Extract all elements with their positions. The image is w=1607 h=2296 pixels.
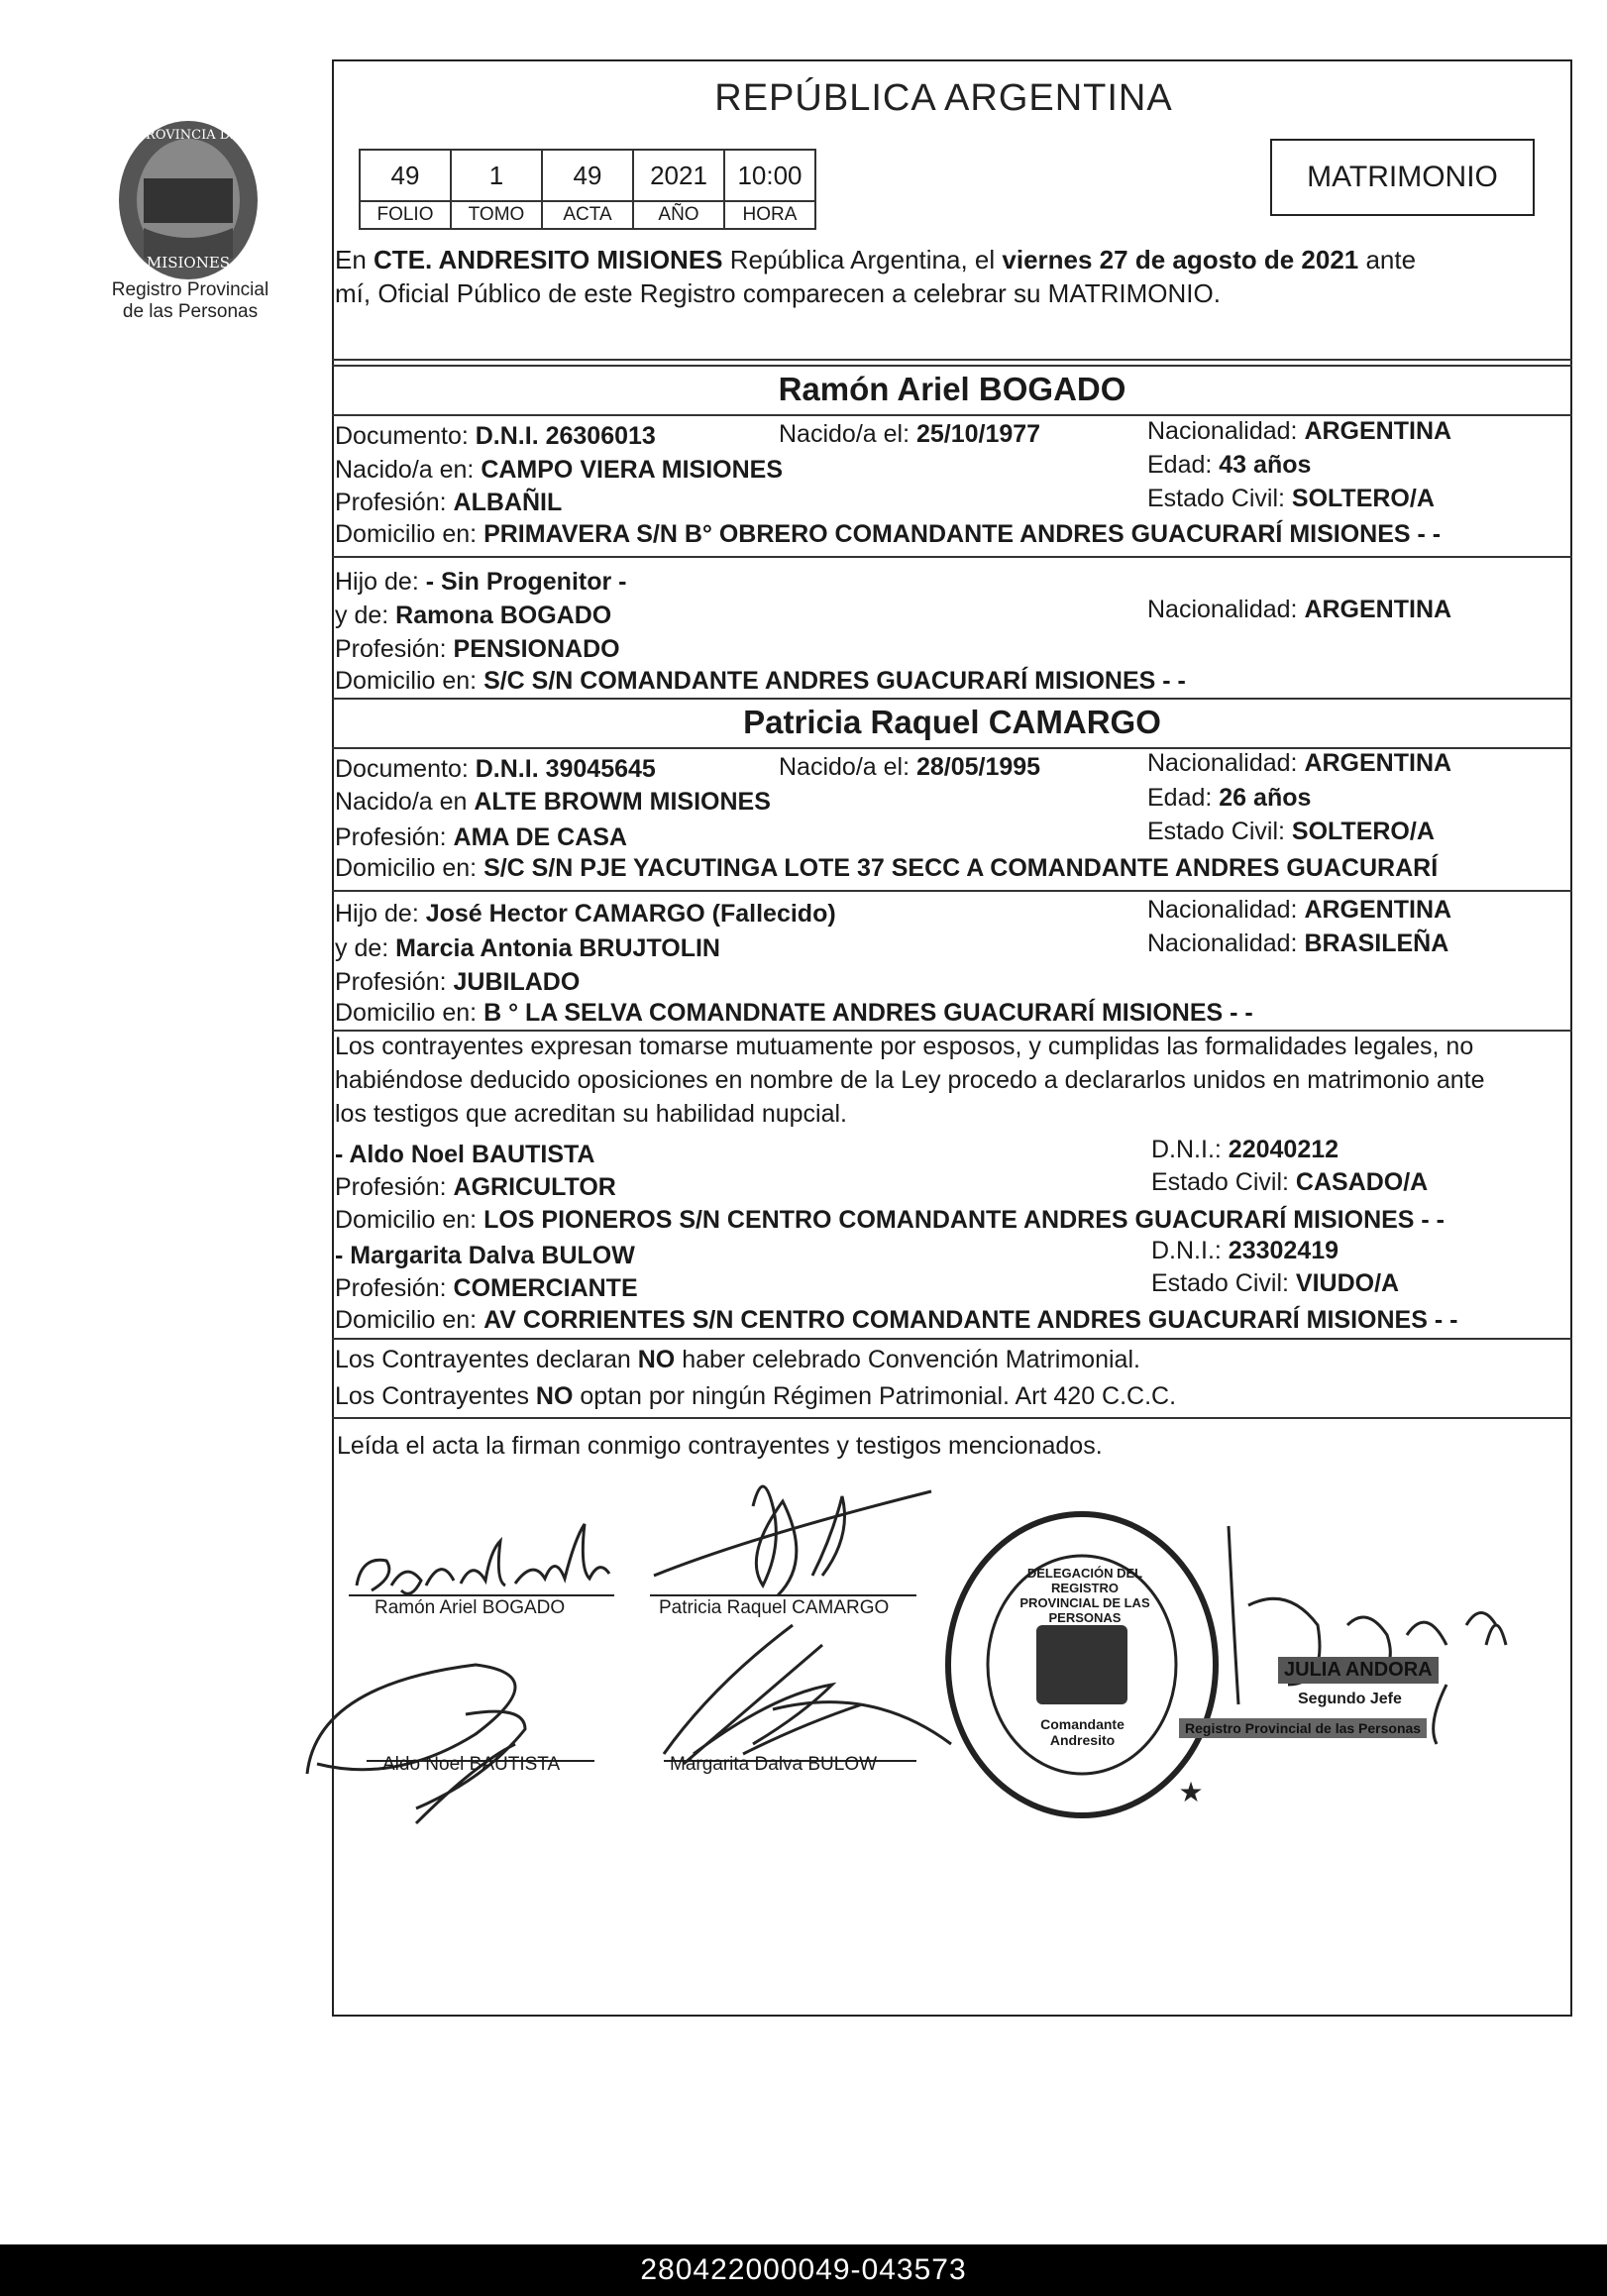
intro-place: CTE. ANDRESITO MISIONES	[374, 245, 723, 274]
signature-scribble	[650, 1486, 931, 1595]
groom-parent-prof: Profesión: PENSIONADO	[335, 635, 620, 663]
anio-value: 2021	[633, 150, 724, 201]
seal-inner-text: Comandante Andresito	[1040, 1716, 1125, 1748]
witness2-civil: Estado Civil: VIUDO/A	[1151, 1269, 1400, 1297]
witness1-dni: D.N.I.: 22040212	[1151, 1136, 1339, 1163]
convention-line2: Los Contrayentes NO optan por ningún Régimen Patrimonial. Art 420 C.C.C.	[335, 1382, 1177, 1410]
bride-mother-nat: Nacionalidad: BRASILEÑA	[1147, 929, 1449, 957]
bride-doc: Documento: D.N.I. 39045645	[335, 755, 656, 783]
footer-code: 280422000049-043573	[0, 2244, 1607, 2296]
page-title: REPÚBLICA ARGENTINA	[714, 77, 1173, 119]
signature-scribble	[307, 1665, 594, 1823]
groom-mother: y de: Ramona BOGADO	[335, 601, 612, 629]
logo-caption-line1: Registro Provincial	[111, 279, 269, 300]
bride-name: Patricia Raquel CAMARGO	[743, 704, 1161, 740]
logo-text-top: PROVINCIA DE	[137, 128, 240, 143]
convention-line1: Los Contrayentes declaran NO haber celebrado Convención Matrimonial.	[335, 1346, 1140, 1373]
witness2-dom: Domicilio en: AV CORRIENTES S/N CENTRO COMANDANTE ANDRES GUACURARÍ MISIONES - -	[335, 1306, 1458, 1334]
declaration-text: Los contrayentes expresan tomarse mutuamente por esposos, y cumplidas las formalidades legales, no habiéndose deducido oposiciones en nombre de la Ley procedo a declararlos unidos en matrimonio ante los testigos que acreditan su habilidad nupcial.	[335, 1033, 1485, 1128]
bride-father-nat: Nacionalidad: ARGENTINA	[1147, 896, 1452, 924]
bride-bornin: Nacido/a en ALTE BROWM MISIONES	[335, 788, 771, 816]
witness2-dni: D.N.I.: 23302419	[1151, 1237, 1339, 1264]
witness1-name: - Aldo Noel BAUTISTA	[335, 1141, 595, 1168]
acta-value: 49	[542, 150, 633, 201]
tomo-value: 1	[451, 150, 542, 201]
signature-label-groom: Ramón Ariel BOGADO	[375, 1597, 566, 1618]
groom-name: Ramón Ariel BOGADO	[778, 371, 1126, 407]
signature-scribble	[1229, 1526, 1506, 1744]
signature-label-bride: Patricia Raquel CAMARGO	[659, 1597, 890, 1618]
groom-mother-nat: Nacionalidad: ARGENTINA	[1147, 596, 1452, 623]
groom-born: Nacido/a el: 25/10/1977	[779, 420, 1041, 448]
witness1-civil: Estado Civil: CASADO/A	[1151, 1168, 1429, 1196]
witness2-name: - Margarita Dalva BULOW	[335, 1242, 635, 1269]
logo-caption-line2: de las Personas	[122, 301, 259, 322]
signature-scribble	[664, 1625, 951, 1764]
seal-ring-text: DELEGACIÓN DEL REGISTRO PROVINCIAL DE LAS PERSONAS	[1019, 1566, 1150, 1625]
witness1-dom: Domicilio en: LOS PIONEROS S/N CENTRO COMANDANTE ANDRES GUACURARÍ MISIONES - -	[335, 1206, 1446, 1234]
groom-dom: Domicilio en: PRIMAVERA S/N B° OBRERO COMANDANTE ANDRES GUACURARÍ MISIONES - -	[335, 520, 1442, 548]
intro-date: viernes 27 de agosto de 2021	[1002, 245, 1359, 274]
groom-prof: Profesión: ALBAÑIL	[335, 489, 563, 516]
groom-age: Edad: 43 años	[1147, 451, 1312, 479]
seal-star: ★	[1178, 1777, 1204, 1807]
signature-label-witness2: Margarita Dalva BULOW	[670, 1754, 878, 1775]
bride-dom: Domicilio en: S/C S/N PJE YACUTINGA LOTE 37 SECC A COMANDANTE ANDRES GUACURARÍ	[335, 854, 1439, 882]
bride-nat: Nacionalidad: ARGENTINA	[1147, 749, 1452, 777]
witness1-prof: Profesión: AGRICULTOR	[335, 1173, 616, 1201]
groom-parent-dom: Domicilio en: S/C S/N COMANDANTE ANDRES GUACURARÍ MISIONES - -	[335, 667, 1186, 695]
officer-stamp-line3: Registro Provincial de las Personas	[1179, 1718, 1427, 1738]
groom-nat: Nacionalidad: ARGENTINA	[1147, 417, 1452, 445]
act-type-box: MATRIMONIO	[1270, 139, 1535, 216]
groom-civil: Estado Civil: SOLTERO/A	[1147, 485, 1435, 512]
bride-mother: y de: Marcia Antonia BRUJTOLIN	[335, 934, 720, 962]
officer-stamp-line2: Segundo Jefe	[1298, 1691, 1402, 1707]
acta-label: ACTA	[542, 201, 633, 229]
officer-stamp-line1: JULIA ANDORA	[1278, 1657, 1439, 1684]
bride-civil: Estado Civil: SOLTERO/A	[1147, 818, 1435, 845]
anio-label: AÑO	[633, 201, 724, 229]
signature-label-witness1: Aldo Noel BAUTISTA	[382, 1754, 561, 1775]
signature-scribble	[349, 1524, 614, 1595]
witness2-prof: Profesión: COMERCIANTE	[335, 1274, 638, 1302]
bride-father: Hijo de: José Hector CAMARGO (Fallecido)	[335, 900, 836, 928]
bride-born: Nacido/a el: 28/05/1995	[779, 753, 1041, 781]
bride-parent-prof: Profesión: JUBILADO	[335, 968, 581, 996]
folio-value: 49	[360, 150, 451, 201]
tomo-label: TOMO	[451, 201, 542, 229]
intro-line2: mí, Oficial Público de este Registro comparecen a celebrar su MATRIMONIO.	[335, 278, 1221, 308]
bride-age: Edad: 26 años	[1147, 784, 1312, 812]
hora-label: HORA	[724, 201, 815, 229]
groom-doc: Documento: D.N.I. 26306013	[335, 422, 656, 450]
closing-text: Leída el acta la firman conmigo contrayentes y testigos mencionados.	[337, 1432, 1103, 1460]
logo-text-bottom: MISIONES	[146, 254, 231, 272]
groom-bornin: Nacido/a en: CAMPO VIERA MISIONES	[335, 456, 783, 484]
groom-father: Hijo de: - Sin Progenitor -	[335, 568, 627, 596]
folio-label: FOLIO	[360, 201, 451, 229]
official-seal	[948, 1514, 1216, 1815]
intro-text: En CTE. ANDRESITO MISIONES República Argentina, el viernes 27 de agosto de 2021 ante mí, Oficial Público de este Registro comparecen a celebrar su MATRIMONIO.	[335, 243, 1563, 310]
bride-prof: Profesión: AMA DE CASA	[335, 823, 627, 851]
hora-value: 10:00	[724, 150, 815, 201]
bride-parent-dom: Domicilio en: B ° LA SELVA COMANDNATE ANDRES GUACURARÍ MISIONES - -	[335, 999, 1253, 1027]
